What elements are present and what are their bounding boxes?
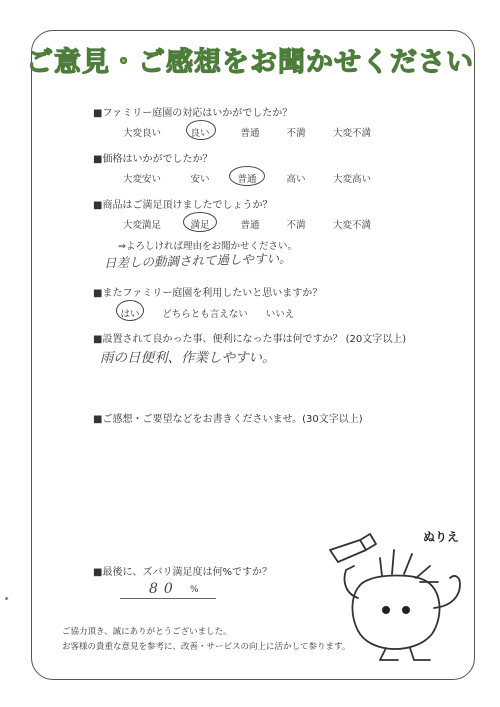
options-revisit [0, 306, 500, 322]
option-product-5[interactable]: 大変不満 [332, 220, 372, 231]
page-title: ご意見・ご感想をお聞かせください [26, 47, 474, 78]
handwritten-satisfaction: 80 [149, 581, 179, 597]
mascot-illustration [320, 520, 470, 670]
option-service-4[interactable]: 不満 [286, 128, 306, 139]
option-product-1[interactable]: 大変満足 [122, 220, 162, 231]
mascot-spikes [380, 550, 438, 582]
option-service-2[interactable]: 良い [190, 128, 210, 139]
mascot-left-eye [382, 606, 390, 614]
option-price-5[interactable]: 大変高い [332, 174, 372, 185]
mascot-right-arm [434, 576, 460, 608]
mascot-right-eye [402, 606, 410, 614]
satisfaction-underline [120, 598, 216, 599]
question-service: ■ファミリー庭園の対応はいかがでしたか？ [93, 108, 293, 119]
footer-thanks: ご協力頂き、誠にありがとうございました。 [62, 627, 232, 637]
option-service-5[interactable]: 大変不満 [332, 128, 372, 139]
mascot-left-arm [345, 566, 359, 598]
option-revisit-1[interactable]: はい [120, 309, 140, 320]
options-product [0, 217, 500, 233]
question-satisfaction: ■最後に、ズバリ満足度は何%ですか？ [93, 567, 272, 578]
selection-circle-price [229, 166, 265, 186]
option-revisit-3[interactable]: いいえ [265, 309, 295, 320]
footer-message: お客様の貴重な意見を参考に、改善・サービスの向上に活かして参ります。 [62, 642, 351, 652]
option-service-3[interactable]: 普通 [240, 128, 260, 139]
question-product: ■商品はご満足頂けましたでしょうか？ [93, 200, 273, 211]
option-price-2[interactable]: 安い [190, 174, 210, 185]
option-price-3[interactable]: 普通 [237, 174, 257, 185]
option-product-3[interactable]: 普通 [240, 220, 260, 231]
handwritten-reason: 日差しの動調されて過しやすい。 [103, 250, 292, 271]
mascot-label: ぬりえ [423, 530, 460, 544]
option-product-2[interactable]: 満足 [190, 220, 210, 231]
option-price-4[interactable]: 高い [286, 174, 306, 185]
option-product-4[interactable]: 不満 [286, 220, 306, 231]
mascot-body [352, 576, 439, 650]
question-revisit: ■またファミリー庭園を利用したいと思いますか？ [93, 288, 323, 299]
question-price: ■価格はいかがでしたか？ [93, 154, 213, 165]
option-revisit-2[interactable]: どちらとも言えない [162, 309, 248, 320]
question-comments: ■ご感想・ご要望などをお書きくださいませ。(30文字以上) [93, 414, 363, 425]
selection-circle-revisit [116, 300, 144, 321]
option-service-1[interactable]: 大変良い [122, 128, 162, 139]
question-benefits: ■設置されて良かった事、便利になった事は何ですか？ (20文字以上) [93, 334, 407, 345]
scan-mark [5, 597, 8, 600]
option-price-1[interactable]: 大変安い [122, 174, 162, 185]
percent-unit: % [190, 585, 199, 595]
selection-circle-product [183, 212, 217, 232]
mascot-legs [380, 648, 430, 660]
reason-prompt: ⇒よろしければ理由をお聞かせください。 [118, 241, 297, 252]
handwritten-benefits: 雨の日便利、作業しやすい。 [100, 350, 276, 366]
options-service [0, 125, 500, 141]
mascot-brush [330, 534, 376, 562]
selection-circle-service [186, 120, 216, 140]
